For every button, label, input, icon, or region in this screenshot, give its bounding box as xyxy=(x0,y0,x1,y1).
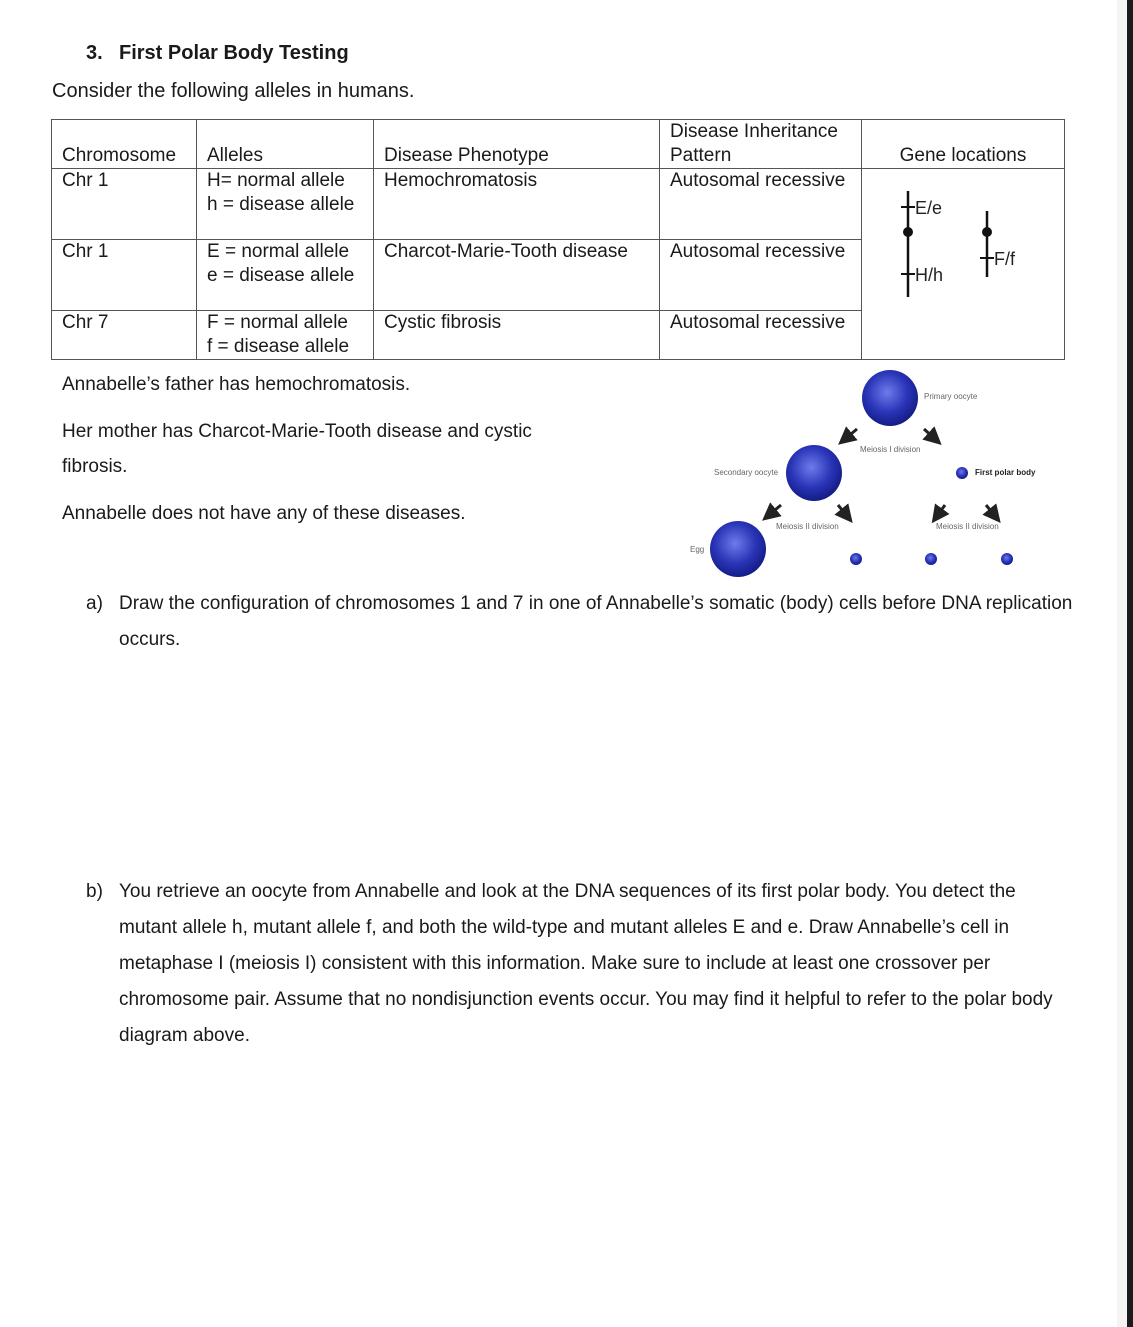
cell-inheritance: Autosomal recessive xyxy=(660,311,862,360)
cell-chromosome: Chr 1 xyxy=(52,169,197,240)
allele-normal: H= normal allele xyxy=(207,170,345,191)
cell-gene-locations xyxy=(862,169,1065,360)
chr1-diagram xyxy=(901,191,943,297)
scrollbar-track[interactable] xyxy=(1127,0,1133,1327)
cell-alleles xyxy=(197,169,374,240)
polar-body-cell xyxy=(925,553,937,565)
svg-text:F/f: F/f xyxy=(994,249,1015,269)
allele-disease: h = disease allele xyxy=(207,194,355,215)
gene-location-diagram xyxy=(862,169,1044,359)
problem-heading xyxy=(86,42,349,65)
label-secondary-oocyte: Secondary oocyte xyxy=(714,468,779,477)
question-b-text: You retrieve an oocyte from Annabelle and look at the DNA sequences of its first polar body. You detect the mutant allele h, mutant allele f, and both the wild-type and mutant alleles E and e. Draw Annabelle’s cell in metaphase I (meiosis I) consistent with this information. Make sure to include at least one crossover per chromosome pair. Assume that no nondisjunction events occur. You may find it helpful to refer to the polar body diagram above. xyxy=(119,881,1053,1046)
header-gene-locations: Gene locations xyxy=(862,120,1065,169)
polar-body-cell xyxy=(1001,553,1013,565)
question-a xyxy=(86,586,1076,658)
label-meiosis-2-left: Meiosis II division xyxy=(776,522,839,531)
header-inheritance: Disease Inheritance Pattern xyxy=(660,120,862,169)
fact-annabelle: Annabelle does not have any of these diseases. xyxy=(62,503,466,524)
cell-phenotype: Charcot-Marie-Tooth disease xyxy=(374,240,660,311)
first-polar-body-cell xyxy=(956,467,968,479)
allele-disease: e = disease allele xyxy=(207,265,355,286)
label-primary-oocyte: Primary oocyte xyxy=(924,392,978,401)
cell-phenotype: Cystic fibrosis xyxy=(374,311,660,360)
polar-body-diagram xyxy=(680,362,1060,587)
primary-oocyte-cell xyxy=(862,370,918,426)
cell-inheritance: Autosomal recessive xyxy=(660,169,862,240)
cell-chromosome: Chr 7 xyxy=(52,311,197,360)
header-phenotype: Disease Phenotype xyxy=(374,120,660,169)
fact-father: Annabelle’s father has hemochromatosis. xyxy=(62,374,411,395)
fact-mother: Her mother has Charcot-Marie-Tooth disease and cystic fibrosis. xyxy=(62,421,532,477)
label-egg: Egg xyxy=(690,545,705,554)
secondary-oocyte-cell xyxy=(786,445,842,501)
header-chromosome: Chromosome xyxy=(52,120,197,169)
allele-normal: E = normal allele xyxy=(207,241,350,262)
question-b-label: b) xyxy=(86,881,103,902)
alleles-table xyxy=(51,119,1065,360)
label-meiosis-2-right: Meiosis II division xyxy=(936,522,999,531)
cell-phenotype: Hemochromatosis xyxy=(374,169,660,240)
cell-chromosome: Chr 1 xyxy=(52,240,197,311)
problem-title: First Polar Body Testing xyxy=(119,42,349,64)
polar-body-cell xyxy=(850,553,862,565)
allele-normal: F = normal allele xyxy=(207,312,348,333)
intro-text: Consider the following alleles in humans. xyxy=(52,80,415,102)
cell-alleles xyxy=(197,311,374,360)
header-alleles: Alleles xyxy=(197,120,374,169)
scrollbar[interactable] xyxy=(1117,0,1133,1327)
svg-text:H/h: H/h xyxy=(915,265,944,285)
cell-inheritance: Autosomal recessive xyxy=(660,240,862,311)
svg-text:E/e: E/e xyxy=(915,198,943,218)
problem-number: 3. xyxy=(86,42,103,64)
egg-cell xyxy=(710,521,766,577)
label-meiosis-1: Meiosis I division xyxy=(860,445,921,454)
chr7-diagram xyxy=(980,211,1016,277)
question-b xyxy=(86,874,1076,1054)
question-a-text: Draw the configuration of chromosomes 1 and 7 in one of Annabelle’s somatic (body) cells before DNA replication occurs. xyxy=(119,593,1073,650)
allele-disease: f = disease allele xyxy=(207,336,350,357)
table-header-row xyxy=(52,120,1065,169)
question-a-label: a) xyxy=(86,593,103,614)
cell-alleles xyxy=(197,240,374,311)
table-row xyxy=(52,169,1065,240)
label-first-polar-body: First polar body xyxy=(975,468,1036,477)
